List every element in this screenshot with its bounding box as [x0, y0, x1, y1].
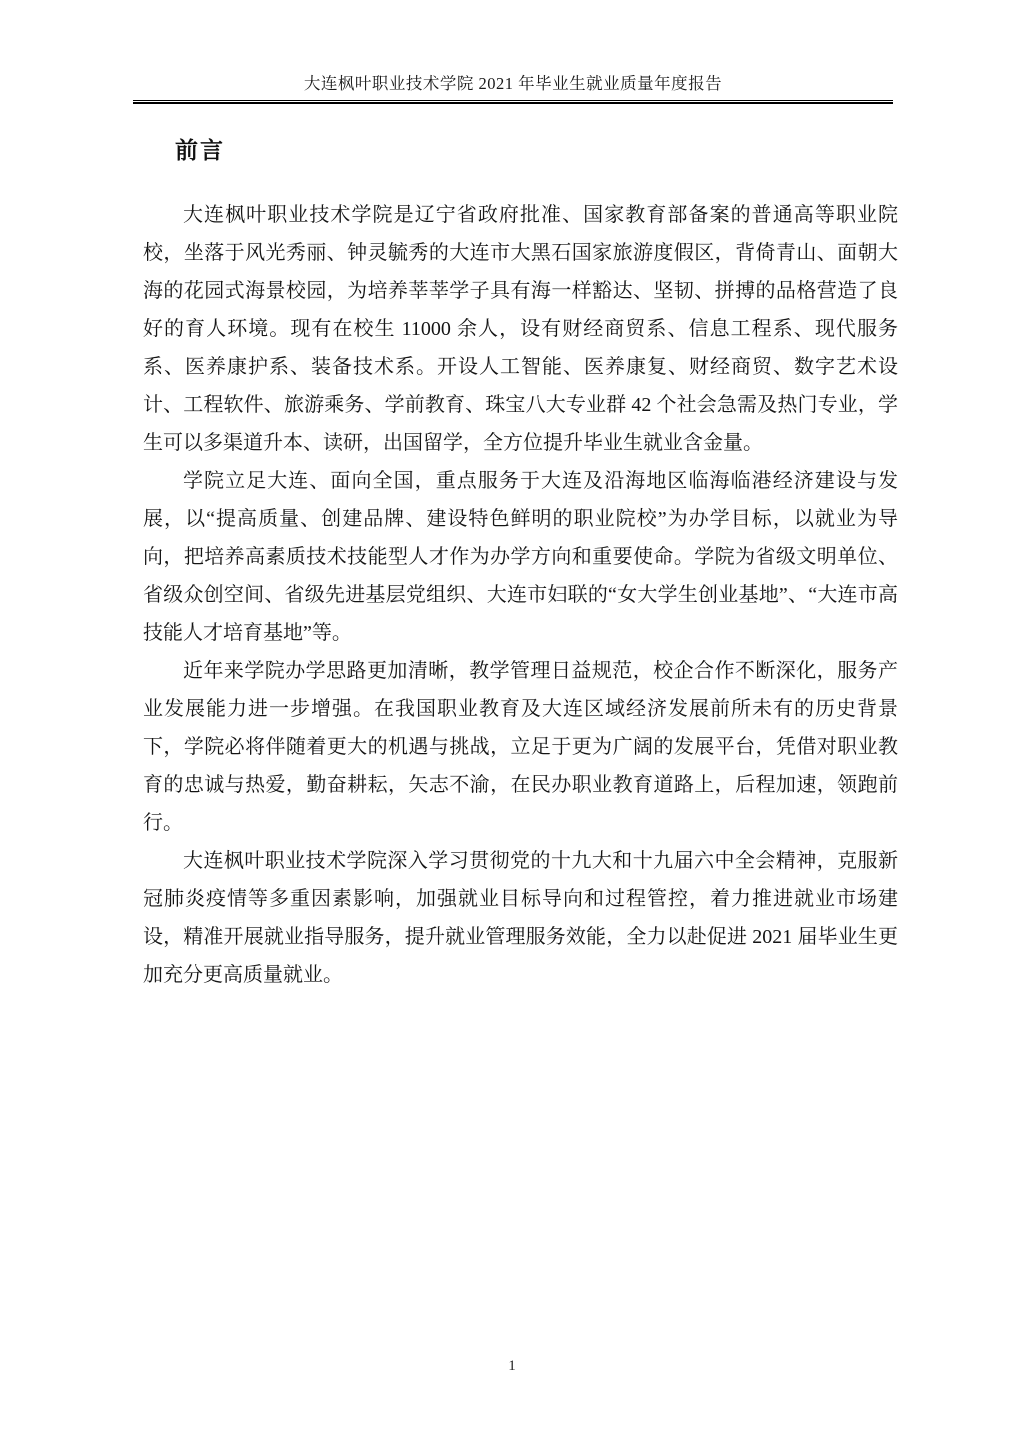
- header-rule-thin-line: [133, 100, 893, 101]
- header-title: 大连枫叶职业技术学院 2021 年毕业生就业质量年度报告: [303, 74, 723, 93]
- header-rule: [133, 100, 893, 104]
- paragraph-4: 大连枫叶职业技术学院深入学习贯彻党的十九大和十九届六中全会精神，克服新冠肺炎疫情等多重因素影响，加强就业目标导向和过程管控，着力推进就业市场建设，精准开展就业指导服务，提升就业管理服务效能，全力以赴促进 2021 届毕业生更加充分更高质量就业。: [143, 850, 898, 986]
- document-body: [143, 196, 898, 994]
- page-header: [133, 70, 893, 104]
- page-footer: [0, 1358, 1024, 1375]
- paragraph-2: 学院立足大连、面向全国，重点服务于大连及沿海地区临海临港经济建设与发展，以“提高质量、创建品牌、建设特色鲜明的职业院校”为办学目标，以就业为导向，把培养高素质技术技能型人才作为办学方向和重要使命。学院为省级文明单位、省级众创空间、省级先进基层党组织、大连市妇联的“女大学生创业基地”、“大连市高技能人才培育基地”等。: [143, 470, 898, 644]
- paragraph-1: 大连枫叶职业技术学院是辽宁省政府批准、国家教育部备案的普通高等职业院校，坐落于风光秀丽、钟灵毓秀的大连市大黑石国家旅游度假区，背倚青山、面朝大海的花园式海景校园，为培养莘莘学子具有海一样豁达、坚韧、拼搏的品格营造了良好的育人环境。现有在校生 11000 余人，设有财经商贸系、信息工程系、现代服务系、医养康护系、装备技术系。开设人工智能、医养康复、财经商贸、数字艺术设计、工程软件、旅游乘务、学前教育、珠宝八大专业群 42 个社会急需及热门专业，学生可以多渠道升本、读研，出国留学，全方位提升毕业生就业含金量。: [143, 204, 898, 454]
- section-heading-preface: 前言: [175, 138, 225, 163]
- header-rule-thick-line: [133, 102, 893, 104]
- page-number: 1: [508, 1358, 516, 1374]
- paragraph-3: 近年来学院办学思路更加清晰，教学管理日益规范，校企合作不断深化，服务产业发展能力进一步增强。在我国职业教育及大连区域经济发展前所未有的历史背景下，学院必将伴随着更大的机遇与挑战，立足于更为广阔的发展平台，凭借对职业教育的忠诚与热爱，勤奋耕耘，矢志不渝，在民办职业教育道路上，后程加速，领跑前行。: [143, 660, 898, 834]
